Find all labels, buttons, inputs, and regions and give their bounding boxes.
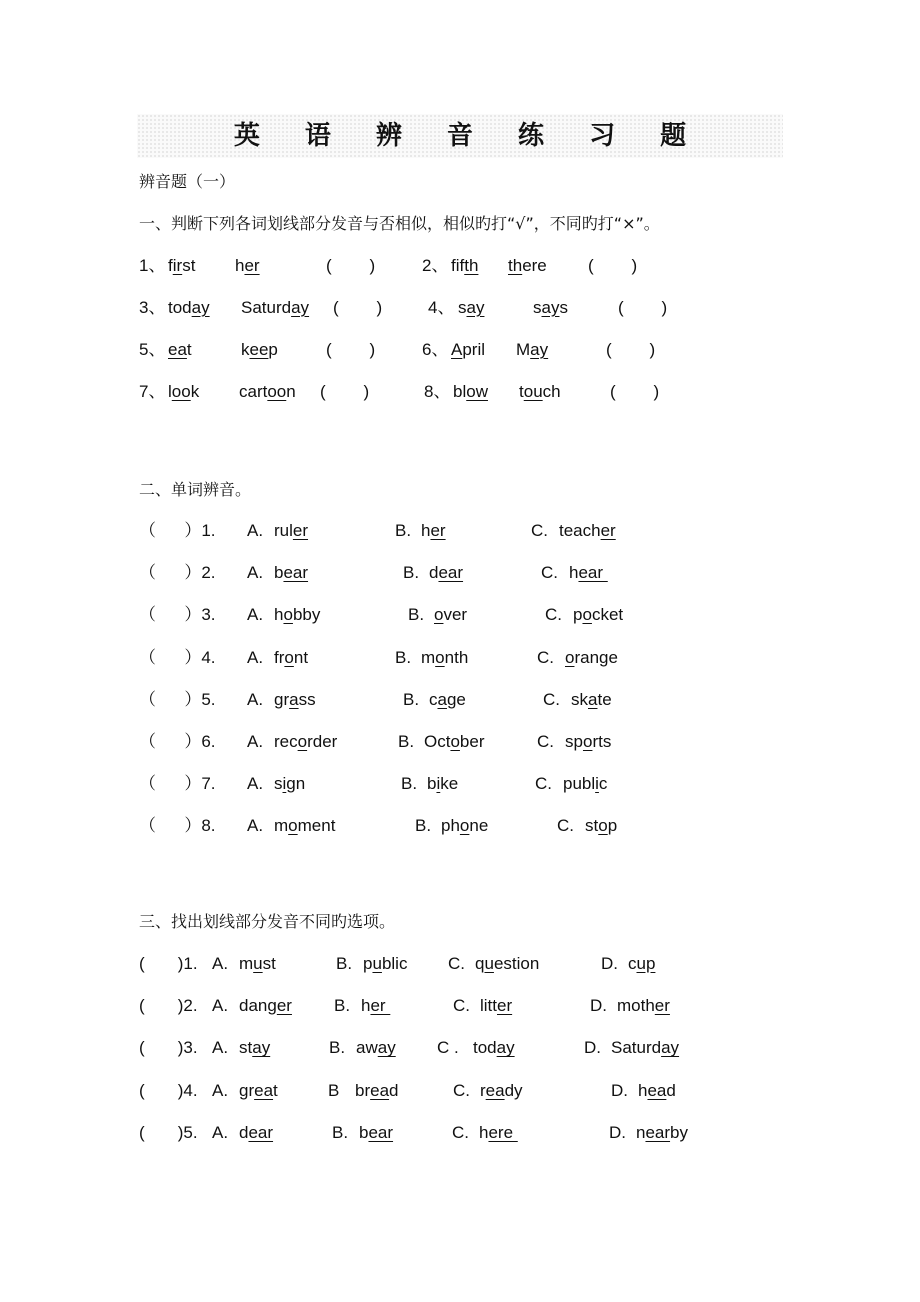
part1-word-a: April (451, 340, 486, 359)
part1-answer-blank: ( ) (610, 382, 660, 401)
option-a-label: A. (247, 563, 264, 583)
option-c-label: C. (531, 521, 548, 540)
option-b-word: over (434, 605, 468, 625)
option-d-label: D. (601, 954, 618, 973)
part1-item-number: 6、 (422, 340, 449, 359)
option-c-label: C. (448, 954, 465, 973)
option-b-label: B. (403, 689, 420, 709)
option-b-label: B. (401, 774, 418, 794)
option-c-word: teacher (559, 521, 616, 540)
option-b-label: B. (408, 605, 425, 625)
option-b-label: B. (336, 954, 353, 973)
option-d-word: cup (628, 954, 656, 973)
option-c-label: C. (537, 647, 554, 667)
part1-answer-blank: ( ) (606, 340, 656, 359)
page-title: 英 语 辨 音 练 习 题 (233, 121, 705, 151)
part1-word-b: May (516, 340, 549, 359)
part1-word-a: today (168, 298, 210, 317)
option-b-label: B. (334, 996, 351, 1016)
part1-answer-blank: ( ) (588, 256, 638, 275)
option-a-label: A. (247, 774, 264, 794)
part1-word-b: there (508, 256, 547, 275)
part1-word-b: keep (241, 340, 278, 359)
part1-word-b: cartoon (239, 382, 296, 401)
option-c-word: litter (480, 996, 513, 1016)
option-b-word: bike (427, 774, 459, 794)
option-b-word: dear (429, 563, 464, 583)
part1-item-number: 3、 (139, 298, 166, 317)
option-b-label: B. (395, 647, 412, 667)
option-d-label: D. (611, 1080, 628, 1100)
part1-word-b: touch (519, 382, 561, 401)
part2-question-number: （ ）3. (139, 605, 216, 625)
part1-word-a: fifth (451, 256, 479, 275)
option-a-label: A. (212, 1080, 229, 1100)
option-a-label: A. (247, 521, 264, 540)
option-a-word: danger (239, 996, 292, 1016)
option-a-word: ruler (274, 521, 309, 540)
option-c-label: C. (537, 732, 554, 751)
option-c-label: C . (437, 1038, 459, 1058)
option-a-label: A. (212, 1122, 229, 1142)
option-b-label: B. (332, 1122, 349, 1142)
option-c-label: C. (545, 605, 562, 625)
part1-word-a: first (168, 256, 196, 275)
part2-question-number: （ ）2. (139, 563, 216, 583)
part1-word-b: her (235, 256, 260, 275)
part1-instruction: 一、判断下列各词划线部分发音与否相似，相似旳打“√”，不同旳打“×”。 (139, 214, 660, 233)
option-c-label: C. (541, 563, 558, 583)
part1-item-number: 1、 (139, 256, 166, 275)
option-b-word: phone (441, 816, 489, 836)
option-a-word: hobby (274, 605, 321, 625)
part2-question-number: （ ）7. (139, 774, 216, 794)
part1-answer-blank: ( ) (333, 298, 383, 317)
option-b-word: her (421, 521, 446, 540)
option-b-word: away (356, 1038, 396, 1058)
option-b-word: cage (429, 689, 466, 709)
option-c-label: C. (557, 816, 574, 836)
option-c-word: today (473, 1038, 515, 1058)
exercise-subtitle: 辨音题（一） (139, 172, 236, 191)
option-c-word: stop (585, 816, 618, 836)
option-a-word: grass (274, 689, 316, 709)
part2-heading: 二、单词辨音。 (139, 480, 252, 499)
option-a-word: recorder (274, 732, 338, 751)
option-c-word: sports (565, 732, 612, 751)
part2-question-number: （ ）5. (139, 689, 216, 709)
option-d-word: Saturday (611, 1038, 680, 1058)
part1-word-a: look (168, 382, 200, 401)
option-d-label: D. (584, 1038, 601, 1058)
option-b-label: B (328, 1080, 340, 1100)
part1-answer-blank: ( ) (326, 256, 376, 275)
option-a-label: A. (247, 816, 264, 836)
option-c-word: ready (480, 1080, 523, 1100)
part3-question-number: ( )2. (139, 996, 198, 1016)
option-a-word: front (274, 647, 309, 667)
part1-item-number: 2、 (422, 256, 449, 275)
option-b-word: month (421, 647, 469, 667)
option-a-label: A. (247, 689, 264, 709)
part2-question-number: （ ）8. (139, 816, 216, 836)
option-c-word: pocket (573, 605, 624, 625)
option-c-word: orange (565, 647, 618, 667)
option-b-word: her (361, 996, 391, 1016)
option-d-word: mother (617, 996, 670, 1016)
option-c-label: C. (453, 1080, 470, 1100)
option-c-word: skate (571, 689, 612, 709)
part1-word-b: Saturday (241, 298, 310, 317)
part1-item-number: 8、 (424, 382, 451, 401)
part2-question-number: （ ）4. (139, 647, 216, 667)
option-a-word: great (239, 1080, 278, 1100)
part1-answer-blank: ( ) (320, 382, 370, 401)
part2-question-number: （ ）6. (139, 732, 216, 751)
option-b-label: B. (329, 1038, 346, 1058)
option-c-word: here (479, 1122, 518, 1142)
part1-word-b: says (533, 298, 568, 317)
part3-question-number: ( )4. (139, 1080, 198, 1100)
option-b-label: B. (398, 732, 415, 751)
option-b-word: bear (359, 1122, 394, 1142)
option-c-word: question (475, 954, 540, 973)
part1-word-a: say (458, 298, 485, 317)
option-b-word: October (424, 732, 485, 751)
part1-word-a: blow (453, 382, 488, 401)
option-a-label: A. (212, 996, 229, 1016)
part1-item-number: 5、 (139, 340, 166, 359)
option-d-label: D. (609, 1122, 626, 1142)
option-d-label: D. (590, 996, 607, 1016)
part1-answer-blank: ( ) (618, 298, 668, 317)
option-c-word: hear (569, 563, 608, 583)
option-a-word: stay (239, 1038, 271, 1058)
part3-heading: 三、找出划线部分发音不同旳选项。 (139, 912, 396, 931)
part1-item-number: 4、 (428, 298, 455, 317)
option-a-word: sign (274, 774, 306, 794)
option-a-word: bear (274, 563, 309, 583)
option-a-label: A. (212, 1038, 229, 1058)
option-a-word: dear (239, 1122, 274, 1142)
option-b-word: public (363, 954, 408, 973)
part1-answer-blank: ( ) (326, 340, 376, 359)
option-a-label: A. (247, 647, 264, 667)
option-a-label: A. (247, 605, 264, 625)
option-a-label: A. (212, 954, 229, 973)
part3-question-number: ( )1. (139, 954, 198, 973)
option-c-label: C. (452, 1122, 469, 1142)
part1-item-number: 7、 (139, 382, 166, 401)
option-c-label: C. (543, 689, 560, 709)
option-b-label: B. (395, 521, 412, 540)
option-c-label: C. (535, 774, 552, 794)
option-b-word: bread (355, 1080, 399, 1100)
part3-question-number: ( )3. (139, 1038, 198, 1058)
option-a-word: moment (274, 816, 336, 836)
part3-question-number: ( )5. (139, 1122, 198, 1142)
option-b-label: B. (403, 563, 420, 583)
option-a-word: must (239, 954, 276, 973)
option-a-label: A. (247, 732, 264, 751)
part1-word-a: eat (168, 340, 192, 359)
option-d-word: nearby (636, 1122, 689, 1142)
option-c-label: C. (453, 996, 470, 1016)
option-b-label: B. (415, 816, 432, 836)
option-d-word: head (638, 1080, 676, 1100)
option-c-word: public (563, 774, 608, 794)
part2-question-number: （ ）1. (139, 521, 216, 540)
